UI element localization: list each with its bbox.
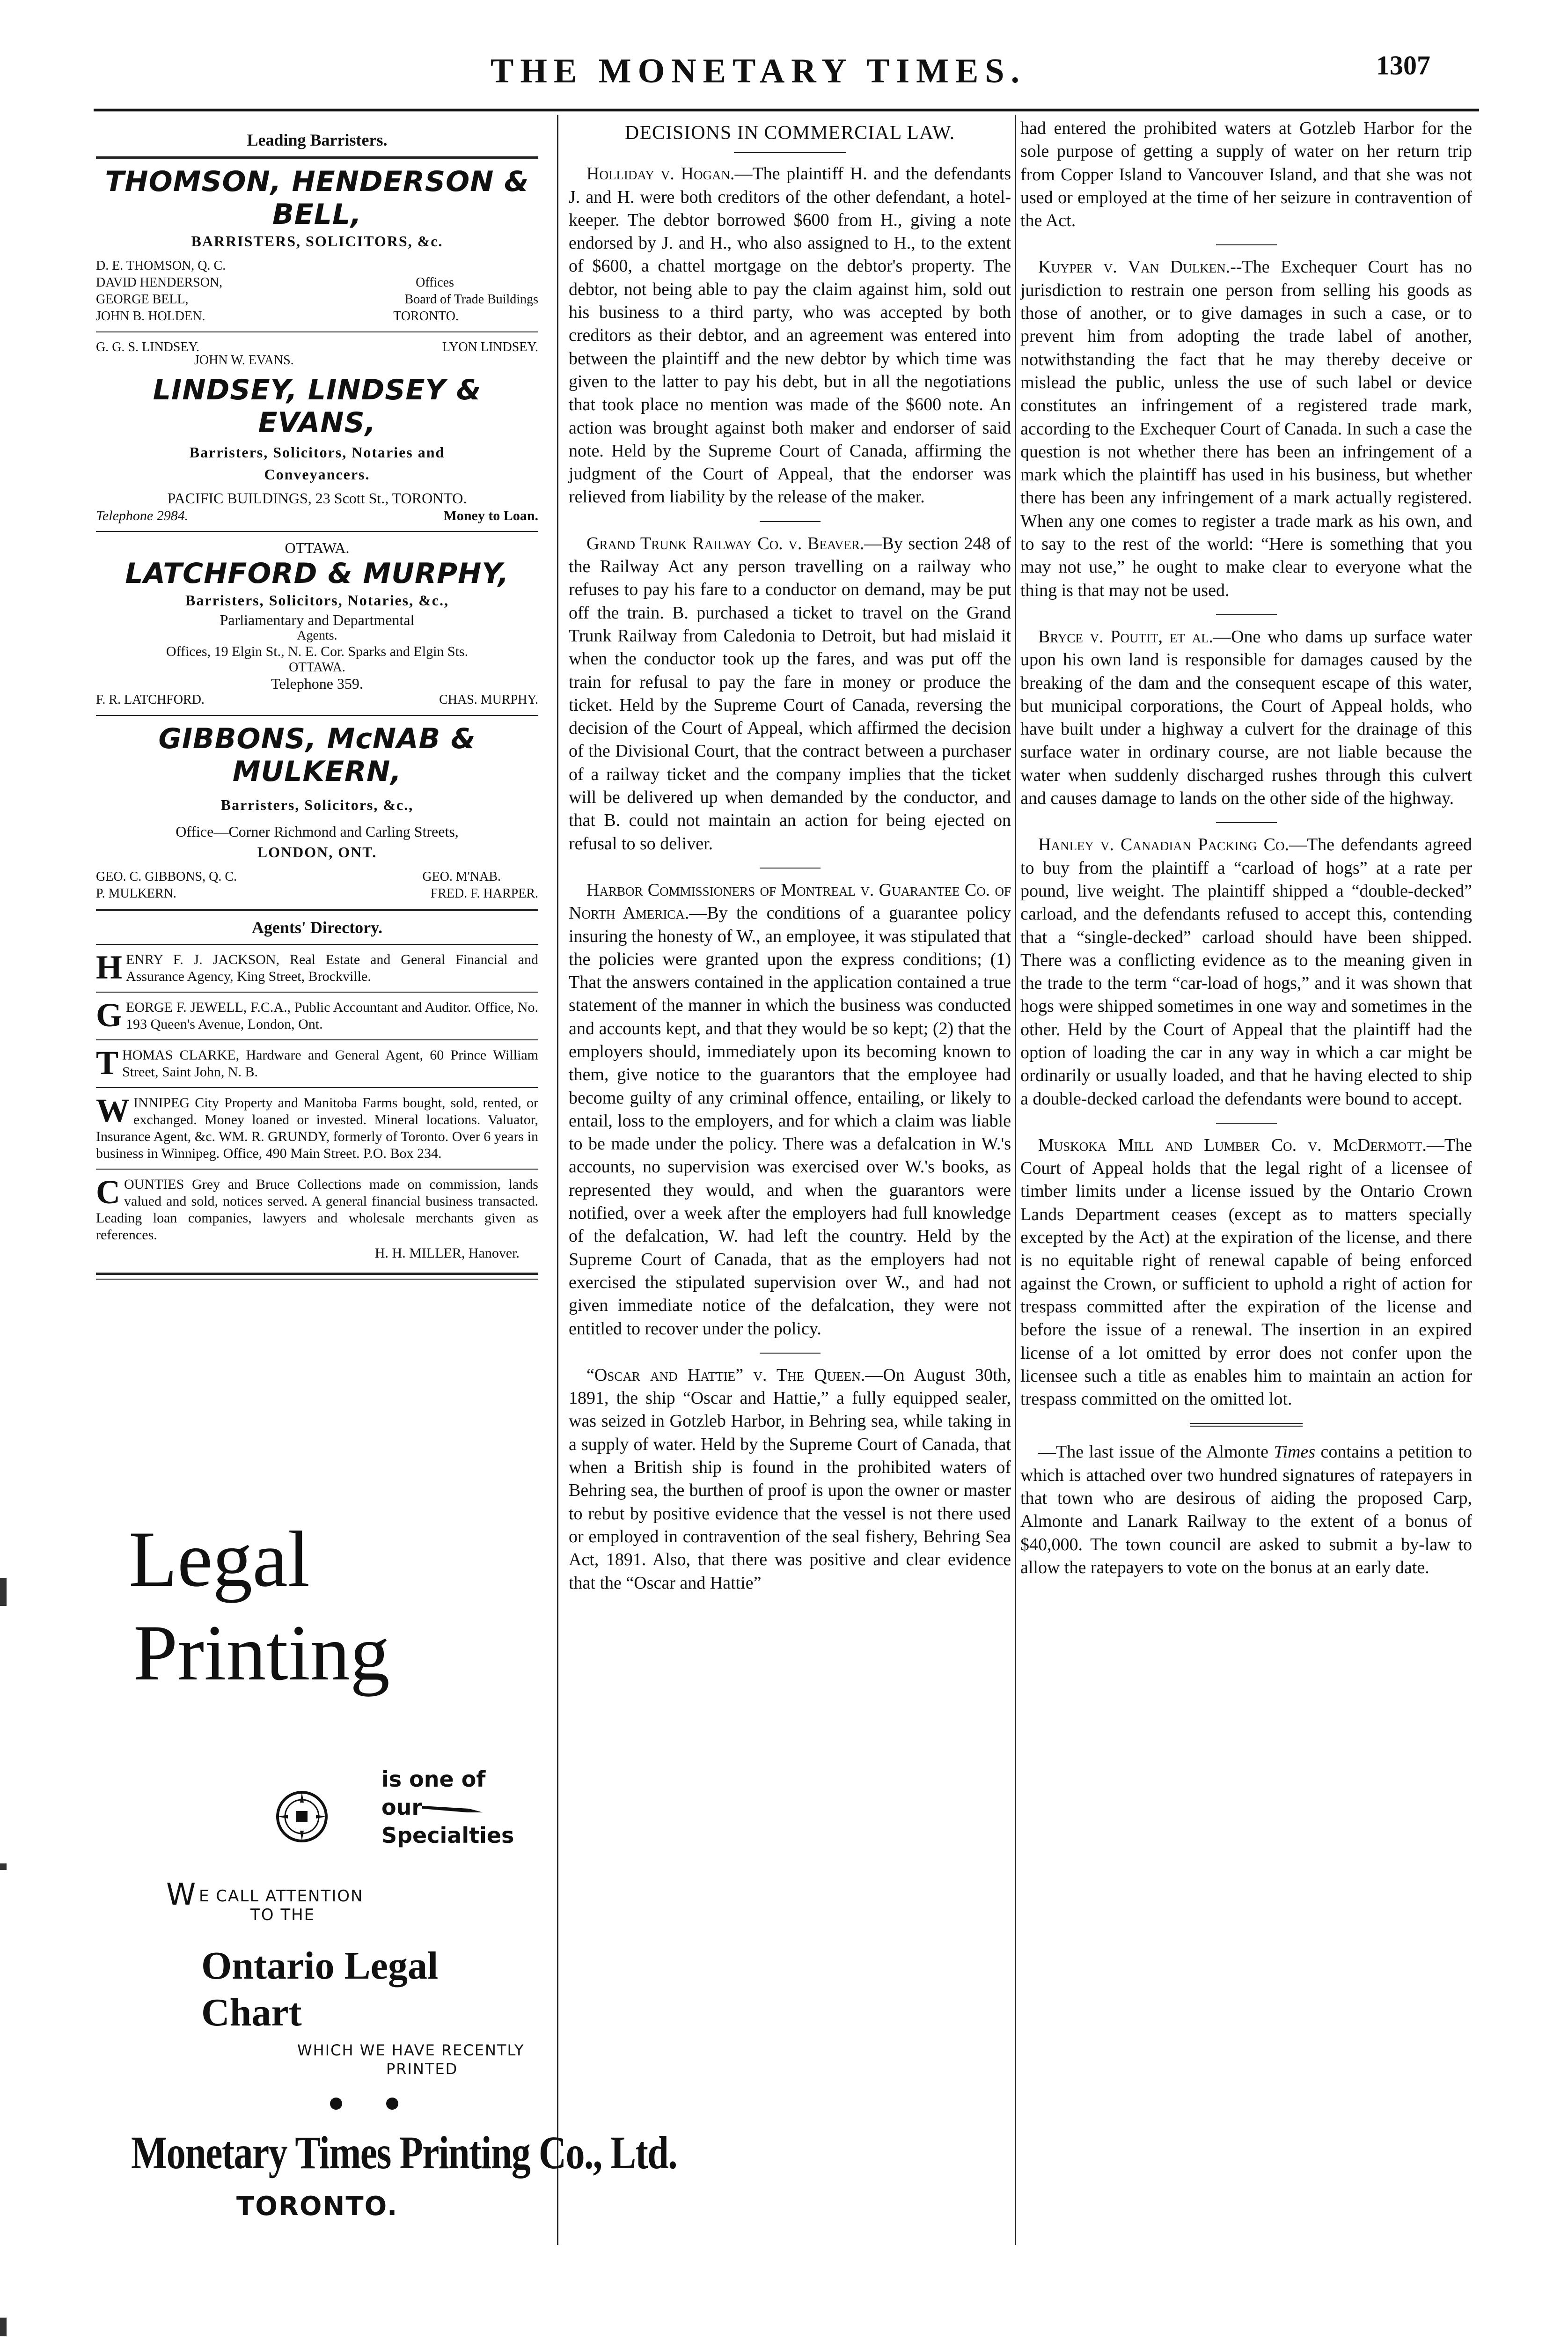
divider xyxy=(96,1087,538,1088)
case-body: —One who dams up surface water upon his own land is responsible for damages caused by the breaking of the dam and the consequent escape of this water, but municipal corporations, the Court of Appeal holds, who have built under a highway a culvert for the drainage of this surface water in ordinary course, are not liable because the water when suddenly discharged rushes through this culvert and causes damage to lands on the other side of the highway. xyxy=(1020,626,1472,809)
partner-name: JOHN B. HOLDEN. xyxy=(96,309,205,324)
barristers-directory xyxy=(96,117,538,1358)
firm-detail: Agents. xyxy=(297,628,337,643)
case-body: —The Court of Appeal holds that the legal right of a licensee of timber limits under a license issued by the Ontario Crown Lands Department ceases (except as to matters specially excepted by the Act) at the expiration of the license, and there is no equitable right of renewal capable of being enforced against the Crown, or sufficient to uphold a right of action for trespass committed after the expiration of the license and before the issue of a renewal. The insertion in an expired license of a lot omitted by error does not confer upon the licensee such a title as enables him to maintain an action for trespass committed on the omitted lot. xyxy=(1020,1135,1472,1409)
case-article xyxy=(569,879,1011,1340)
ad-note: PRINTED xyxy=(386,2060,458,2078)
divider xyxy=(96,944,538,945)
case-title: Kuyper v. Van Dulken. xyxy=(1038,257,1231,277)
ad-specialties-line: Specialties xyxy=(381,1823,514,1848)
case-body: —The plaintiff H. and the defendants J. and H. were both creditors of the other defendant, a hotel-keeper. The debtor borrowed $600 from H., giving a note endorsed by J. and H., who also assigned to H., to the extent of $600, a chattel mortgage on the debtor's property. The debtor, not being able to pay the claim against him, sold out his business to a third party, who was accepted by both creditors as their debtor, and an agreement was entered into between the plaintiff and the new debtor by which time was given to the latter to pay his debt, but in all the negotiations that took place no mention was made of the $600 note. An action was brought against both maker and endorser of said note. Held by the Supreme Court of Canada, affirming the judgment of the Court of Appeal, that the endorser was relieved from liability by the release of the maker. xyxy=(569,164,1011,507)
firm-detail: TORONTO. xyxy=(393,309,459,324)
ad-specialties xyxy=(381,1765,514,1849)
firm-city: OTTAWA. xyxy=(285,539,350,556)
agent-entry xyxy=(96,996,538,1034)
drop-cap: W xyxy=(166,1877,196,1912)
divider xyxy=(1216,614,1277,615)
ad-note: WHICH WE HAVE RECENTLY xyxy=(297,2041,525,2059)
commercial-law-column-continued xyxy=(1020,117,1472,1579)
firm-subtitle: BARRISTERS, SOLICITORS, &c. xyxy=(191,233,443,250)
agent-text: HOMAS CLARKE, Hardware and General Agent, 60 Prince William Street, Saint John, N. B. xyxy=(122,1047,538,1080)
firm-address: Office—Corner Richmond and Carling Streets, xyxy=(176,823,459,840)
ad-product-name: Chart xyxy=(201,1991,302,2034)
divider xyxy=(1190,1423,1303,1424)
firm-city: OTTAWA. xyxy=(289,660,345,675)
partner-name: LYON LINDSEY. xyxy=(442,340,538,354)
divider xyxy=(96,1279,538,1280)
firm-address: PACIFIC BUILDINGS, 23 Scott St., TORONTO. xyxy=(167,490,467,507)
legal-printing-advertisement xyxy=(96,1512,677,2238)
news-item xyxy=(1020,1441,1472,1579)
newspaper-name: Times xyxy=(1274,1442,1316,1462)
firm-subtitle: Barristers, Solicitors, &c., xyxy=(220,796,414,813)
agent-signature: H. H. MILLER, Hanover. xyxy=(374,1245,520,1261)
case-title: Harbor Commissioners of Montreal v. Guarantee Co. of North America. xyxy=(569,880,1011,923)
case-article xyxy=(569,532,1011,855)
firm-name: THOMSON, HENDERSON & BELL, xyxy=(105,165,529,231)
case-article xyxy=(1020,833,1472,1111)
ad-headline: Legal xyxy=(129,1515,310,1603)
page-number: 1307 xyxy=(1376,50,1430,81)
case-article xyxy=(1020,256,1472,602)
divider xyxy=(96,1039,538,1040)
margin-mark xyxy=(0,1578,7,1606)
case-body: —By section 248 of the Railway Act any person travelling on a railway who refuses to pay his fare to a conductor on demand, may be put off the train. B. purchased a ticket to travel on the Grand Trunk Railway from Caledonia to Detroit, but had mislaid it when the conductor took up the fares, and was put off the train for refusal to pay the fare in money or produce the ticket. Held by the Supreme Court of Canada, reversing the decision of the Court of Appeal, which affirmed the decision of the Divisional Court, that the contract between a purchaser of a railway ticket and the company implies that the ticket will be delivered up when demanded by the conductor, and that B. could not maintain an action for being ejected on refusal to so deliver. xyxy=(569,533,1011,854)
divider xyxy=(1216,822,1277,823)
case-article xyxy=(1020,1134,1472,1411)
section-heading-barristers: Leading Barristers. xyxy=(247,131,388,149)
firm-note: Money to Loan. xyxy=(443,508,538,523)
agent-text: OUNTIES Grey and Bruce Collections made on commission, lands valued and sold, notices served. A general financial business transacted. Leading loan companies, lawyers and wholesale merchants given as references. xyxy=(96,1177,538,1243)
firm-name: LATCHFORD & MURPHY, xyxy=(125,557,509,590)
column-rule-1 xyxy=(557,115,558,2245)
ad-company-name: Monetary Times Printing Co., Ltd. xyxy=(131,2127,677,2179)
case-title: Bryce v. Poutit, et al. xyxy=(1038,626,1214,647)
bullet-dot-icon xyxy=(386,2098,398,2110)
divider xyxy=(96,1273,538,1275)
partner-name: GEORGE BELL, xyxy=(96,292,189,307)
section-heading-agents: Agents' Directory. xyxy=(251,918,383,937)
masthead-title: THE MONETARY TIMES. xyxy=(491,52,1026,90)
drop-cap: T xyxy=(96,1044,119,1082)
firm-name: GIBBONS, McNAB & MULKERN, xyxy=(158,722,476,788)
firm-gibbons-mcnab-mulkern xyxy=(96,722,538,902)
case-article xyxy=(569,1364,1011,1595)
ad-specialties-line: our xyxy=(381,1795,423,1820)
bullet-dot-icon xyxy=(330,2098,342,2110)
divider xyxy=(96,715,538,716)
margin-mark xyxy=(0,1863,7,1870)
masthead-rule xyxy=(94,109,1479,111)
divider xyxy=(734,152,846,153)
divider xyxy=(760,868,821,869)
ad-product-name: Ontario Legal xyxy=(201,1944,439,1988)
pointing-arrow-icon xyxy=(422,1800,483,1814)
column-heading: DECISIONS IN COMMERCIAL LAW. xyxy=(624,122,955,144)
partner-name: GEO. C. GIBBONS, Q. C. xyxy=(96,869,237,884)
divider xyxy=(760,521,821,522)
agent-text: ENRY F. J. JACKSON, Real Estate and General Financial and Assurance Agency, King Street, Brockville. xyxy=(126,952,538,984)
firm-thomson-henderson-bell xyxy=(96,165,538,325)
ad-specialties-line: is one of xyxy=(381,1767,486,1792)
partner-name: F. R. LATCHFORD. xyxy=(96,692,205,707)
agent-entry xyxy=(96,1173,538,1244)
firm-detail: Board of Trade Buildings xyxy=(404,292,538,307)
case-article xyxy=(1020,626,1472,810)
news-text: contains a petition to which is attached over two hundred signatures of ratepayers in that town who are desirous of aiding the proposed Carp, Almonte and Lanark Railway to the extent of a bonus of $40,000. The town council are asked to submit a by-law to allow the ratepayers to vote on the bonus at an early date. xyxy=(1020,1442,1473,1577)
partner-name: DAVID HENDERSON, xyxy=(96,275,223,290)
partner-name: G. G. S. LINDSEY. xyxy=(96,340,200,354)
divider xyxy=(1190,1426,1303,1427)
firm-city: LONDON, ONT. xyxy=(257,844,377,861)
partner-name: D. E. THOMSON, Q. C. xyxy=(96,258,226,273)
firm-name: LINDSEY, LINDSEY & EVANS, xyxy=(153,374,482,439)
partner-name: P. MULKERN. xyxy=(96,886,176,901)
column-rule-2 xyxy=(1015,115,1016,2245)
drop-cap: C xyxy=(96,1173,120,1211)
drop-cap: H xyxy=(96,949,123,986)
partner-name: GEO. M'NAB. xyxy=(422,869,501,884)
case-title: Muskoka Mill and Lumber Co. v. McDermott. xyxy=(1038,1135,1427,1155)
drop-cap: G xyxy=(96,996,123,1034)
divider xyxy=(760,1353,821,1354)
agent-text: INNIPEG City Property and Manitoba Farms bought, sold, rented, or exchanged. Money loaned or invested. Mineral locations. Valuator, Insurance Agent, &c. WM. R. GRUNDY, formerly of Toronto. Over 6 years in business in Winnipeg. Office, 490 Main Street. P.O. Box 234. xyxy=(96,1095,538,1161)
case-body: --The Exchequer Court has no jurisdiction to restrain one person from selling his goods as those of another, or to give damages in such a case, or to prevent him from adopting the trade label of another, notwithstanding the fact that he may thereby deceive or mislead the public, unless the use of such label or device constitutes an infringement of a registered trade mark, according to the Exchequer Court of Canada. In such a case the question is not whether there has been an infringement of a mark which the plaintiff has used in his business, but whether there has been any infringement of a mark actually registered. When any one comes to register a trade mark as his own, and to say to the rest of the world: “Here is something that you may not use,” he ought to make clear to everyone what the thing is that may not be used. xyxy=(1020,257,1472,600)
case-article xyxy=(569,162,1011,508)
firm-subtitle: Conveyancers. xyxy=(264,466,370,483)
agent-text: EORGE F. JEWELL, F.C.A., Public Accountant and Auditor. Office, No. 193 Queen's Avenue, London, Ont. xyxy=(126,1000,538,1032)
divider xyxy=(96,909,538,911)
case-body: —The defendants agreed to buy from the plaintiff a “carload of hogs” at a rate per pound, live weight. The plaintiff shipped a “double-decked” carload, and the defendants refused to accept this, contending that a “single-decked” carload should have been shipped. There was a conflicting evidence as to the meaning given in the trade to the term “car-load of hogs,” and it was shown that hogs were shipped sometimes in one way and sometimes in the other. Held by the Court of Appeal that the plaintiff had the option of loading the car in any way in which a car might be ordinarily or usually loaded, and that he having elected to ship a double-decked carload the defendants were bound to accept. xyxy=(1020,835,1472,1109)
firm-detail: Offices xyxy=(416,275,454,290)
partner-name: FRED. F. HARPER. xyxy=(430,886,538,901)
firm-latchford-murphy xyxy=(96,538,538,708)
divider xyxy=(1216,244,1277,245)
partner-name: CHAS. MURPHY. xyxy=(439,692,538,707)
firm-lindsey-lindsey-evans xyxy=(96,339,538,524)
firm-subtitle: Barristers, Solicitors, Notaries and xyxy=(189,444,445,461)
agent-entry xyxy=(96,1092,538,1162)
agent-entry xyxy=(96,951,538,985)
case-title: Hanley v. Canadian Packing Co. xyxy=(1038,835,1289,855)
divider xyxy=(96,992,538,993)
divider xyxy=(96,1169,538,1170)
case-body: —On August 30th, 1891, the ship “Oscar and Hattie,” a fully equipped sealer, was seized in Gotzleb Harbor, in Behring sea, while taking in a supply of water. Held by the Supreme Court of Canada, that when a British ship is found in the prohibited waters of Behring sea, the burthen of proof is upon the owner or master to rebut by positive evidence that the vessel is not there used or employed in contravention of the seal fishery, Behring Sea Act, 1891. Also, that there was positive and clear evidence that the “Oscar and Hattie” xyxy=(569,1365,1011,1593)
divider xyxy=(96,331,538,332)
case-body: —By the conditions of a guarantee policy insuring the honesty of W., an employee, it was stipulated that the policies were granted upon the express conditions; (1) That the answers contained in the application contained a true statement of the manner in which the business was conducted and accounts kept, and that they would be so kept; (2) that the employers should, immediately upon its becoming known to them, give notice to the guarantors that the employee had become guilty of any criminal offence, entailing, or likely to entail, loss to the employers, and for which a claim was liable to be made under the policy. There was a defalcation in W.'s accounts, no supervision was exercised over W.'s books, as represented they would, and when the guarantors were notified, over a week after the employers had full knowledge of the defalcation, W. had left the country. Held by the Supreme Court of Canada, that as the employers had not exercised the stipulated supervision over W., and had not given immediate notice of the defalcation, they were not entitled to recover under the policy. xyxy=(569,903,1011,1339)
case-title: Holliday v. Hogan. xyxy=(586,164,735,184)
case-continuation: had entered the prohibited waters at Gotzleb Harbor for the sole purpose of getting a supply of water on her return trip from Copper Island to Vancouver Island, and that she was not used or employed at the time of her seizure in contravention of the Act. xyxy=(1020,118,1472,231)
seal-icon xyxy=(274,1789,330,1845)
case-title: “Oscar and Hattie” v. The Queen. xyxy=(586,1365,865,1385)
ad-call-attention: E CALL ATTENTION xyxy=(199,1887,364,1906)
ad-city: TORONTO. xyxy=(236,2191,398,2222)
drop-cap: W xyxy=(96,1092,130,1129)
divider xyxy=(96,156,538,159)
margin-mark xyxy=(0,2318,7,2336)
news-text: —The last issue of the Almonte xyxy=(1038,1442,1274,1462)
divider xyxy=(96,531,538,532)
firm-subtitle: Barristers, Solicitors, Notaries, &c., xyxy=(185,592,449,609)
firm-telephone: Telephone 359. xyxy=(271,675,363,692)
firm-detail: Parliamentary and Departmental xyxy=(220,611,415,628)
firm-telephone: Telephone 2984. xyxy=(96,508,189,523)
ad-headline: Printing xyxy=(133,1609,390,1697)
case-title: Grand Trunk Railway Co. v. Beaver. xyxy=(586,533,865,553)
partner-name: JOHN W. EVANS. xyxy=(194,353,294,368)
divider xyxy=(1216,1123,1277,1124)
commercial-law-column xyxy=(569,117,1011,1595)
agent-entry xyxy=(96,1044,538,1082)
firm-address: Offices, 19 Elgin St., N. E. Cor. Sparks and Elgin Sts. xyxy=(166,644,469,659)
ad-to-the: TO THE xyxy=(250,1906,315,1924)
